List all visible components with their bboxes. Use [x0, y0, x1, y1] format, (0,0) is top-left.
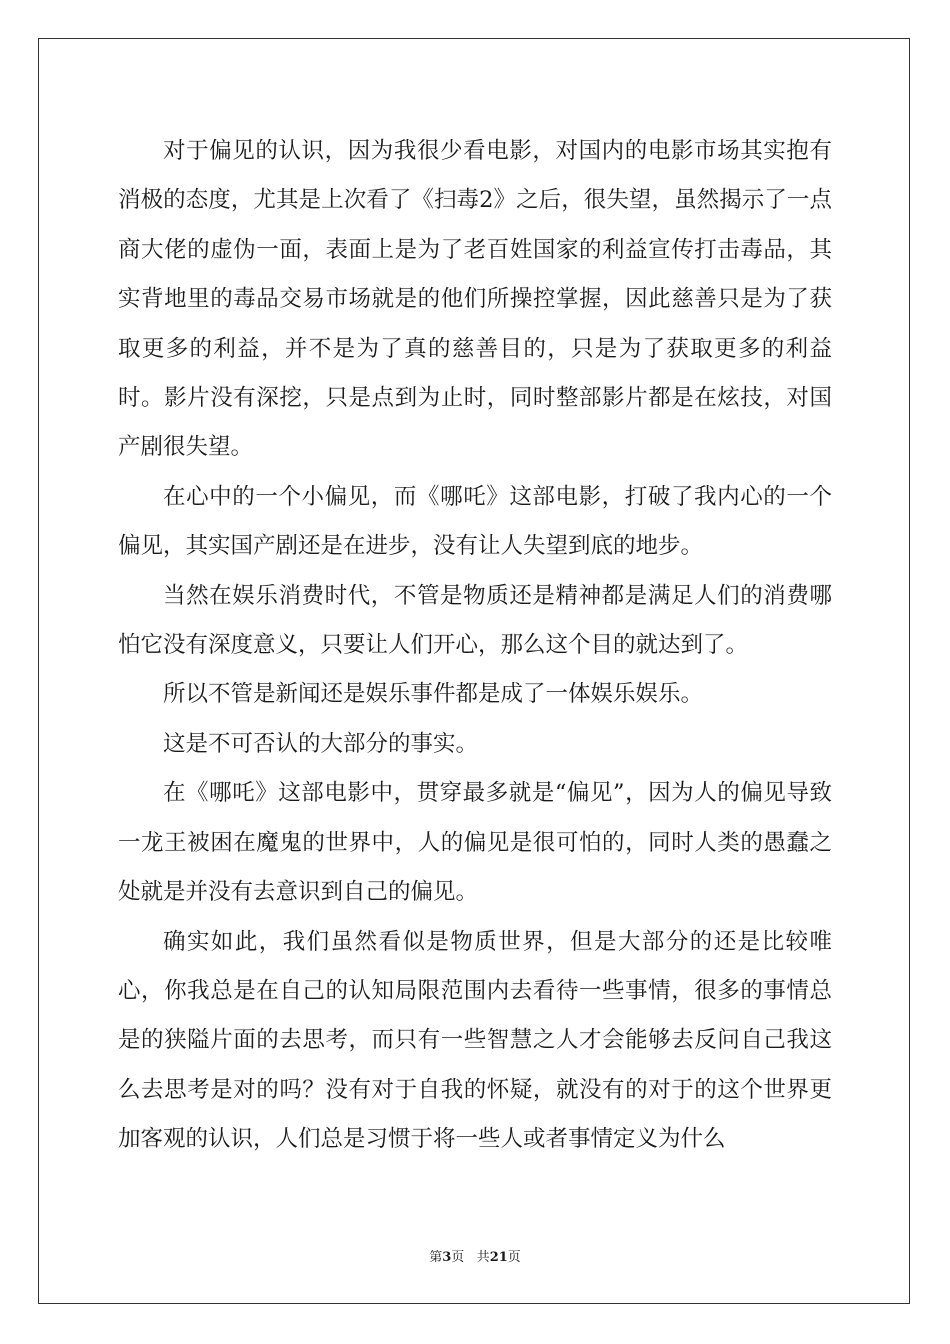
paragraph-4: 所以不管是新闻还是娱乐事件都是成了一体娱乐娱乐。	[163, 681, 704, 708]
paragraph-3: 当然在娱乐消费时代，不管是物质还是精神都是满足人们的消费哪怕它没有深度意义，只要让人们开心，那么这个目的就达到了。	[118, 582, 832, 659]
paragraph-2: 在心中的一个小偏见，而《哪吒》这部电影，打破了我内心的一个偏见，其实国产剧还是在进步，没有让人失望到底的地步。	[118, 483, 832, 560]
paragraph-6: 在《哪吒》这部电影中，贯穿最多就是“偏见”，因为人的偏见导致一龙王被困在魔鬼的世界中，人的偏见是很可怕的，同时人类的愚蠢之处就是并没有去意识到自己的偏见。	[118, 780, 832, 906]
document-body	[118, 127, 832, 1165]
page-number-prefix: 第	[429, 1250, 443, 1265]
paragraph-1: 对于偏见的认识，因为我很少看电影，对国内的电影市场其实抱有消极的态度，尤其是上次看了《扫毒2》之后，很失望，虽然揭示了一点商大佬的虚伪一面，表面上是为了老百姓国家的利益宣传打击毒品，其实背地里的毒品交易市场就是的他们所操控掌握，因此慈善只是为了获取更多的利益，并不是为了真的慈善目的，只是为了获取更多的利益时。影片没有深挖，只是点到为止时，同时整部影片都是在炫技，对国产剧很失望。	[118, 138, 832, 461]
page-number-current: 3	[442, 1250, 452, 1265]
page-total-prefix: 共	[476, 1250, 490, 1265]
page-number-suffix: 页	[451, 1250, 465, 1265]
page-footer	[0, 1246, 950, 1265]
page-total: 21	[489, 1250, 508, 1265]
paragraph-5: 这是不可否认的大部分的事实。	[163, 730, 479, 757]
page-total-suffix: 页	[507, 1250, 521, 1265]
paragraph-7: 确实如此，我们虽然看似是物质世界，但是大部分的还是比较唯心，你我总是在自己的认知局限范围内去看待一些事情，很多的事情总是的狭隘片面的去思考，而只有一些智慧之人才会能够去反问自己我这么去思考是对的吗？没有对于自我的怀疑，就没有的对于的这个世界更加客观的认识，人们总是习惯于将一些人或者事情定义为什么	[118, 928, 832, 1153]
